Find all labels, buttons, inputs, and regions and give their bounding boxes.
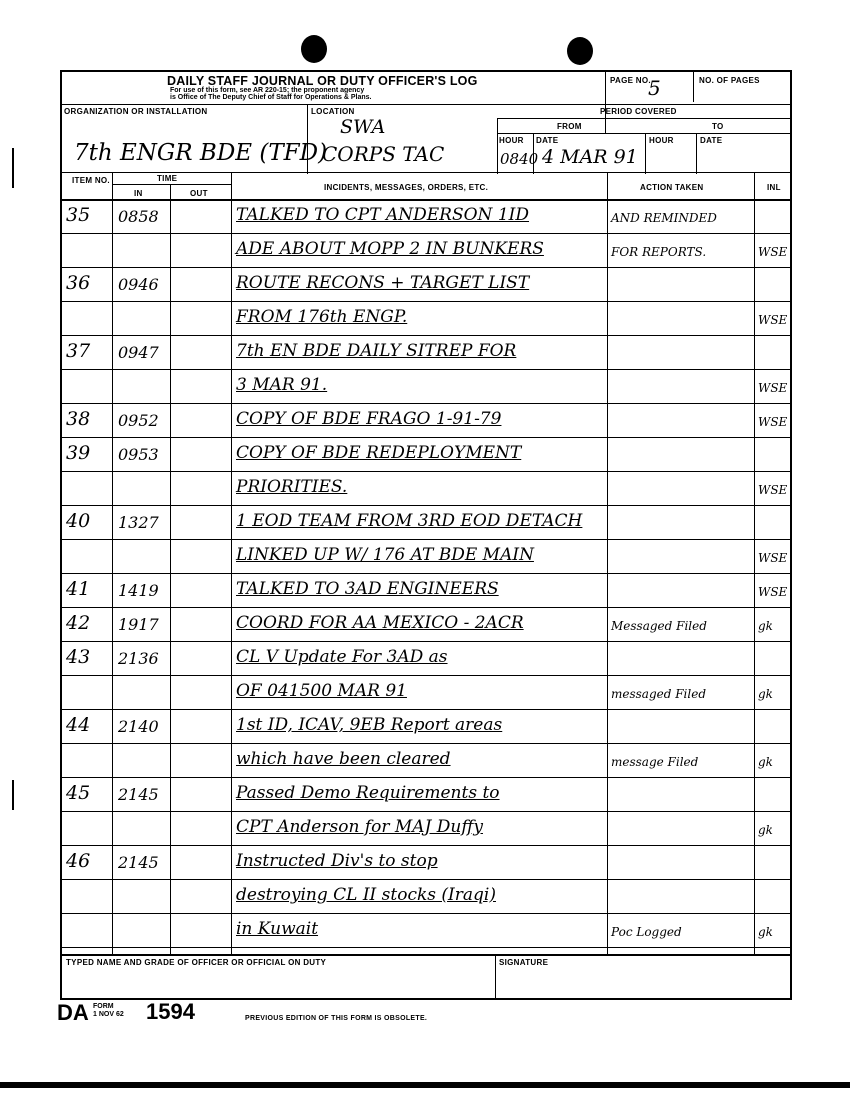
entry-item-no: 41 (66, 578, 91, 600)
entry-initials: WSE (758, 313, 788, 327)
scan-edge-mark (12, 148, 14, 188)
row-divider (62, 573, 792, 574)
entry-message: Instructed Div's to stop (236, 851, 438, 871)
entry-action: Poc Logged (611, 925, 682, 939)
entry-action: Messaged Filed (611, 619, 707, 633)
entry-message: CL V Update For 3AD as (236, 647, 448, 667)
entry-message: TALKED TO 3AD ENGINEERS (236, 579, 499, 599)
entry-initials: WSE (758, 483, 788, 497)
entry-message: 1st ID, ICAV, 9EB Report areas (236, 715, 503, 735)
from-hour-value: 0840 (500, 150, 539, 168)
row-divider (62, 845, 792, 846)
row-divider (62, 471, 792, 472)
entry-message: PRIORITIES. (236, 477, 348, 497)
entry-time-in: 1419 (118, 581, 159, 600)
entry-message: TALKED TO CPT ANDERSON 1ID (236, 205, 530, 225)
entry-action: AND REMINDED (611, 211, 717, 225)
entry-message: COPY OF BDE FRAGO 1-91-79 (236, 409, 502, 429)
entry-initials: gk (758, 823, 773, 837)
signature-label: SIGNATURE (499, 958, 549, 967)
row-divider (62, 233, 792, 234)
footer-form-number: 1594 (146, 999, 195, 1024)
row-divider (62, 335, 792, 336)
entry-time-in: 1327 (118, 513, 159, 532)
location-line-1: SWA (340, 116, 386, 138)
entry-time-in: 2136 (118, 649, 159, 668)
entry-time-in: 2145 (118, 785, 159, 804)
row-divider (62, 267, 792, 268)
entry-time-in: 1917 (118, 615, 159, 634)
entry-message: which have been cleared (236, 749, 451, 769)
from-date-value: 4 MAR 91 (542, 146, 638, 168)
entry-item-no: 44 (66, 714, 91, 736)
from-date-label: DATE (536, 136, 559, 145)
entry-message: 1 EOD TEAM FROM 3RD EOD DETACH (236, 511, 583, 531)
entry-item-no: 43 (66, 646, 91, 668)
row-divider (62, 947, 792, 948)
entry-message: 3 MAR 91. (236, 375, 328, 395)
entry-item-no: 42 (66, 612, 91, 634)
footer-previous-edition: PREVIOUS EDITION OF THIS FORM IS OBSOLETE. (245, 1015, 428, 1022)
entry-message: 7th EN BDE DAILY SITREP FOR (236, 341, 517, 361)
entry-initials: gk (758, 619, 773, 633)
row-divider (62, 879, 792, 880)
entry-message: FROM 176th ENGP. (236, 307, 408, 327)
entry-initials: gk (758, 925, 773, 939)
form-subtitle-1: For use of this form, see AR 220-15; the proponent agency (170, 87, 365, 94)
time-out-label: OUT (190, 189, 208, 198)
entry-item-no: 39 (66, 442, 91, 464)
row-divider (62, 641, 792, 642)
no-of-pages-label: NO. OF PAGES (699, 76, 760, 85)
from-label: FROM (557, 122, 582, 131)
org-value: 7th ENGR BDE (TFD) (74, 140, 328, 166)
form-subtitle-2: is Office of The Deputy Chief of Staff for Operations & Plans. (170, 94, 372, 101)
row-divider (62, 301, 792, 302)
entry-item-no: 46 (66, 850, 91, 872)
entry-initials: gk (758, 687, 773, 701)
entry-item-no: 37 (66, 340, 91, 362)
entry-action: FOR REPORTS. (611, 245, 707, 259)
location-label: LOCATION (311, 107, 355, 116)
row-divider (62, 607, 792, 608)
row-divider (62, 505, 792, 506)
row-divider (62, 777, 792, 778)
entry-initials: WSE (758, 415, 788, 429)
entry-item-no: 35 (66, 204, 91, 226)
row-divider (62, 403, 792, 404)
row-divider (62, 539, 792, 540)
row-divider (62, 437, 792, 438)
location-line-2: CORPS TAC (322, 142, 445, 166)
entry-message: COPY OF BDE REDEPLOYMENT (236, 443, 522, 463)
entry-item-no: 38 (66, 408, 91, 430)
from-hour-label: HOUR (499, 136, 524, 145)
entry-item-no: 45 (66, 782, 91, 804)
page-no-label: PAGE NO. (610, 76, 651, 85)
row-divider (62, 709, 792, 710)
journal-form (60, 70, 792, 1000)
entry-initials: WSE (758, 551, 788, 565)
hole-punch-left (301, 35, 327, 63)
entry-message: CPT Anderson for MAJ Duffy (236, 817, 483, 837)
org-label: ORGANIZATION OR INSTALLATION (64, 107, 208, 116)
footer-form-date: FORM 1 NOV 62 (93, 1003, 124, 1018)
inl-label: INL (767, 183, 781, 192)
scan-bottom-bar (0, 1082, 850, 1088)
entry-initials: gk (758, 755, 773, 769)
hole-punch-right (567, 37, 593, 65)
entry-message: COORD FOR AA MEXICO - 2ACR (236, 613, 524, 633)
entry-time-in: 0952 (118, 411, 159, 430)
to-label: TO (712, 122, 724, 131)
entry-time-in: 2145 (118, 853, 159, 872)
item-no-label: ITEM NO. (72, 176, 110, 185)
officer-label: TYPED NAME AND GRADE OF OFFICER OR OFFICIAL ON DUTY (66, 958, 327, 967)
time-in-label: IN (134, 189, 143, 198)
entry-time-in: 0953 (118, 445, 159, 464)
entry-message: in Kuwait (236, 919, 319, 939)
row-divider (62, 675, 792, 676)
to-hour-label: HOUR (649, 136, 674, 145)
entry-action: messaged Filed (611, 687, 707, 701)
entry-item-no: 40 (66, 510, 91, 532)
entry-initials: WSE (758, 381, 788, 395)
row-divider (62, 743, 792, 744)
scan-edge-mark (12, 780, 14, 810)
period-covered-label: PERIOD COVERED (600, 107, 677, 116)
entry-time-in: 0858 (118, 207, 159, 226)
entry-message: ROUTE RECONS + TARGET LIST (236, 273, 530, 293)
to-date-label: DATE (700, 136, 723, 145)
footer-da: DA (57, 1000, 89, 1025)
entry-action: message Filed (611, 755, 699, 769)
row-divider (62, 811, 792, 812)
entry-time-in: 0946 (118, 275, 159, 294)
entry-initials: WSE (758, 245, 788, 259)
incidents-label: INCIDENTS, MESSAGES, ORDERS, ETC. (324, 183, 489, 192)
page-no-value: 5 (648, 76, 661, 100)
entry-message: ADE ABOUT MOPP 2 IN BUNKERS (236, 239, 544, 259)
entry-message: LINKED UP W/ 176 AT BDE MAIN (236, 545, 534, 565)
entry-message: destroying CL II stocks (Iraqi) (236, 885, 496, 905)
entry-time-in: 2140 (118, 717, 159, 736)
row-divider (62, 369, 792, 370)
form-title: DAILY STAFF JOURNAL OR DUTY OFFICER'S LOG (167, 74, 478, 88)
entry-message: OF 041500 MAR 91 (236, 681, 407, 701)
entry-message: Passed Demo Requirements to (236, 783, 500, 803)
row-divider (62, 913, 792, 914)
entry-item-no: 36 (66, 272, 91, 294)
time-label: TIME (157, 174, 178, 183)
entry-time-in: 0947 (118, 343, 159, 362)
action-taken-label: ACTION TAKEN (640, 183, 704, 192)
entry-initials: WSE (758, 585, 788, 599)
